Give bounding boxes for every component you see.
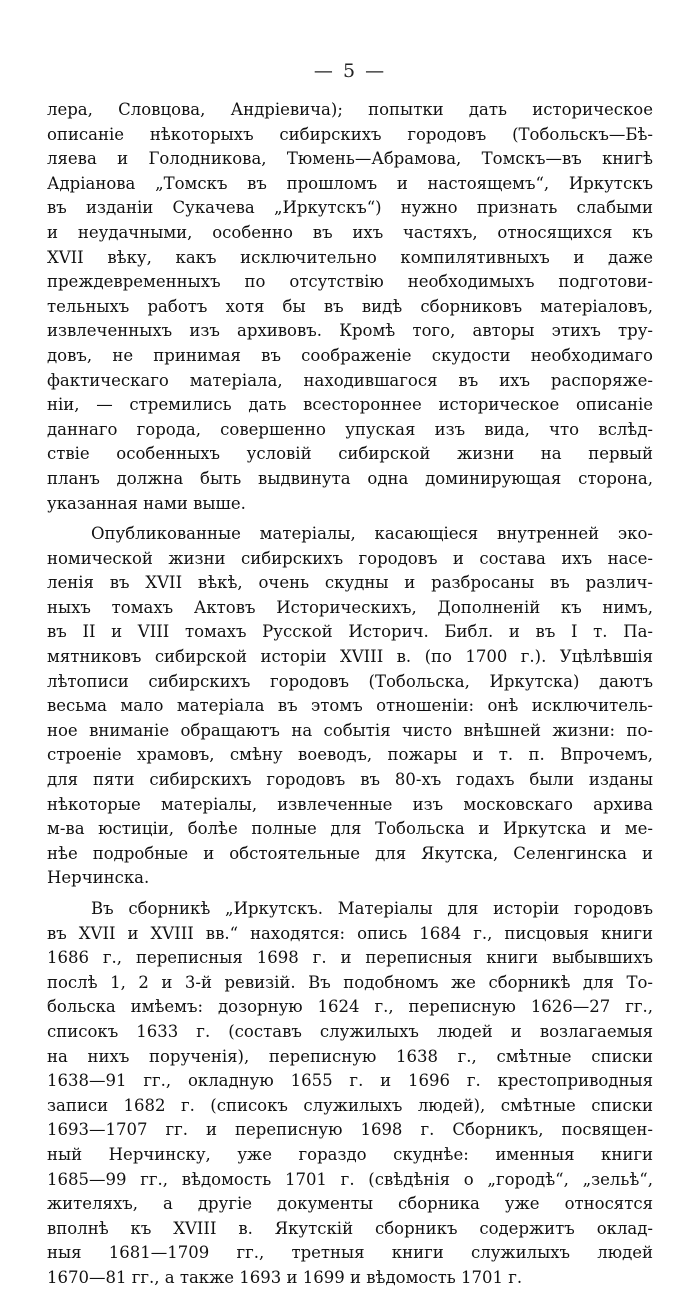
text-line: довъ, не принимая въ соображеніе скудости необходимаго: [47, 345, 653, 365]
text-line: послѣ 1, 2 и 3-й ревизій. Въ подобномъ же сборникѣ для То-: [47, 972, 653, 992]
page-number: — 5 —: [313, 60, 387, 82]
text-line: и неудачными, особенно въ ихъ частяхъ, относящихся къ: [47, 222, 653, 242]
text-line: извлеченныхъ изъ архивовъ. Кромѣ того, авторы этихъ тру-: [47, 321, 653, 341]
text-line: Опубликованные матеріалы, касающіеся внутренней эко-: [91, 524, 653, 544]
text-line: описаніе нѣкоторыхъ сибирскихъ городовъ (Тобольскъ—Бѣ-: [47, 124, 653, 144]
text-line: списокъ 1633 г. (составъ служилыхъ людей и возлагаемыя: [47, 1021, 653, 1041]
text-line: весьма мало матеріала въ этомъ отношеніи: онѣ исключитель-: [47, 696, 653, 716]
text-line: ное вниманіе обращаютъ на событія чисто внѣшней жизни: по-: [47, 720, 653, 740]
text-line: въ изданіи Сукачева „Иркутскъ“) нужно признать слабыми: [47, 198, 653, 218]
text-line: для пяти сибирскихъ городовъ въ 80-хъ годахъ были изданы: [47, 770, 653, 790]
text-line: ніи, — стремились дать всестороннее историческое описаніе: [47, 395, 653, 415]
text-line: ныхъ томахъ Актовъ Историческихъ, Дополненій къ нимъ,: [47, 597, 653, 617]
text-line: преждевременныхъ по отсутствію необходимыхъ подготови-: [47, 272, 653, 292]
text-line: 1670—81 гг., а также 1693 и 1699 и вѣдомость 1701 г.: [47, 1267, 523, 1287]
paragraph: [47, 522, 653, 891]
text-line: фактическаго матеріала, находившагося въ ихъ распоряже-: [47, 370, 653, 390]
text-line: въ II и VIII томахъ Русской Историч. Библ. и въ I т. Па-: [47, 622, 653, 642]
text-line: 1638—91 гг., окладную 1655 г. и 1696 г. крестоприводныя: [47, 1071, 653, 1091]
text-line: ныя 1681—1709 гг., третныя книги служилыхъ людей: [47, 1243, 653, 1263]
text-line: 1686 г., переписныя 1698 г. и переписныя книги выбывшихъ: [47, 948, 653, 968]
text-line: 1693—1707 гг. и переписную 1698 г. Сборникъ, посвящен-: [47, 1120, 653, 1140]
paragraph: [47, 98, 653, 516]
text-line: тельныхъ работъ хотя бы въ видѣ сборниковъ матеріаловъ,: [47, 296, 653, 316]
text-line: м-ва юстиціи, болѣе полные для Тобольска и Иркутска и ме-: [47, 819, 653, 839]
text-line: Адріанова „Томскъ въ прошломъ и настоящемъ“, Иркутскъ: [47, 173, 653, 193]
text-line: XVII вѣку, какъ исключительно компилятивныхъ и даже: [47, 247, 653, 267]
text-line: ный Нерчинску, уже гораздо скуднѣе: именныя книги: [47, 1144, 653, 1164]
text-line: Нерчинска.: [47, 868, 150, 888]
body-text: [47, 98, 653, 1291]
text-line: нѣе подробные и обстоятельные для Якутска, Селенгинска и: [47, 843, 653, 863]
text-line: вполнѣ къ XVIII в. Якутскій сборникъ содержитъ оклад-: [47, 1218, 653, 1238]
text-line: лера, Словцова, Андріевича); попытки дать историческое: [47, 100, 653, 119]
text-line: лѣтописи сибирскихъ городовъ (Тобольска, Иркутска) даютъ: [47, 671, 653, 691]
text-line: больска имѣемъ: дозорную 1624 г., переписную 1626—27 гг.,: [47, 997, 653, 1017]
text-line: жителяхъ, а другіе документы сборника уже относятся: [47, 1194, 653, 1214]
text-line: указанная нами выше.: [47, 493, 246, 513]
text-line: Въ сборникѣ „Иркутскъ. Матеріалы для исторіи городовъ: [91, 899, 653, 918]
text-line: даннаго города, совершенно упуская изъ вида, что вслѣд-: [47, 419, 653, 439]
text-line: 1685—99 гг., вѣдомость 1701 г. (свѣдѣнія о „городѣ“, „зельѣ“,: [47, 1169, 653, 1189]
text-line: записи 1682 г. (списокъ служилыхъ людей), смѣтные списки: [47, 1095, 653, 1115]
text-line: строеніе храмовъ, смѣну воеводъ, пожары и т. п. Впрочемъ,: [47, 745, 653, 765]
text-line: ленія въ XVII вѣкѣ, очень скудны и разбросаны въ различ-: [47, 573, 653, 593]
text-line: ствіе особенныхъ условій сибирской жизни на первый: [47, 444, 653, 464]
paragraph: [47, 897, 653, 1291]
text-line: номической жизни сибирскихъ городовъ и состава ихъ насе-: [47, 548, 653, 568]
text-line: въ XVII и XVIII вв.“ находятся: опись 1684 г., писцовыя книги: [47, 923, 653, 943]
text-line: ляева и Голодникова, Тюмень—Абрамова, Томскъ—въ книгѣ: [47, 149, 653, 169]
text-line: нѣкоторые матеріалы, извлеченные изъ московскаго архива: [47, 794, 653, 814]
text-line: планъ должна быть выдвинута одна доминирующая сторона,: [47, 468, 653, 488]
text-line: мятниковъ сибирской исторіи XVIII в. (по 1700 г.). Уцѣлѣвшія: [47, 647, 653, 667]
text-line: на нихъ порученія), переписную 1638 г., смѣтные списки: [47, 1046, 653, 1066]
